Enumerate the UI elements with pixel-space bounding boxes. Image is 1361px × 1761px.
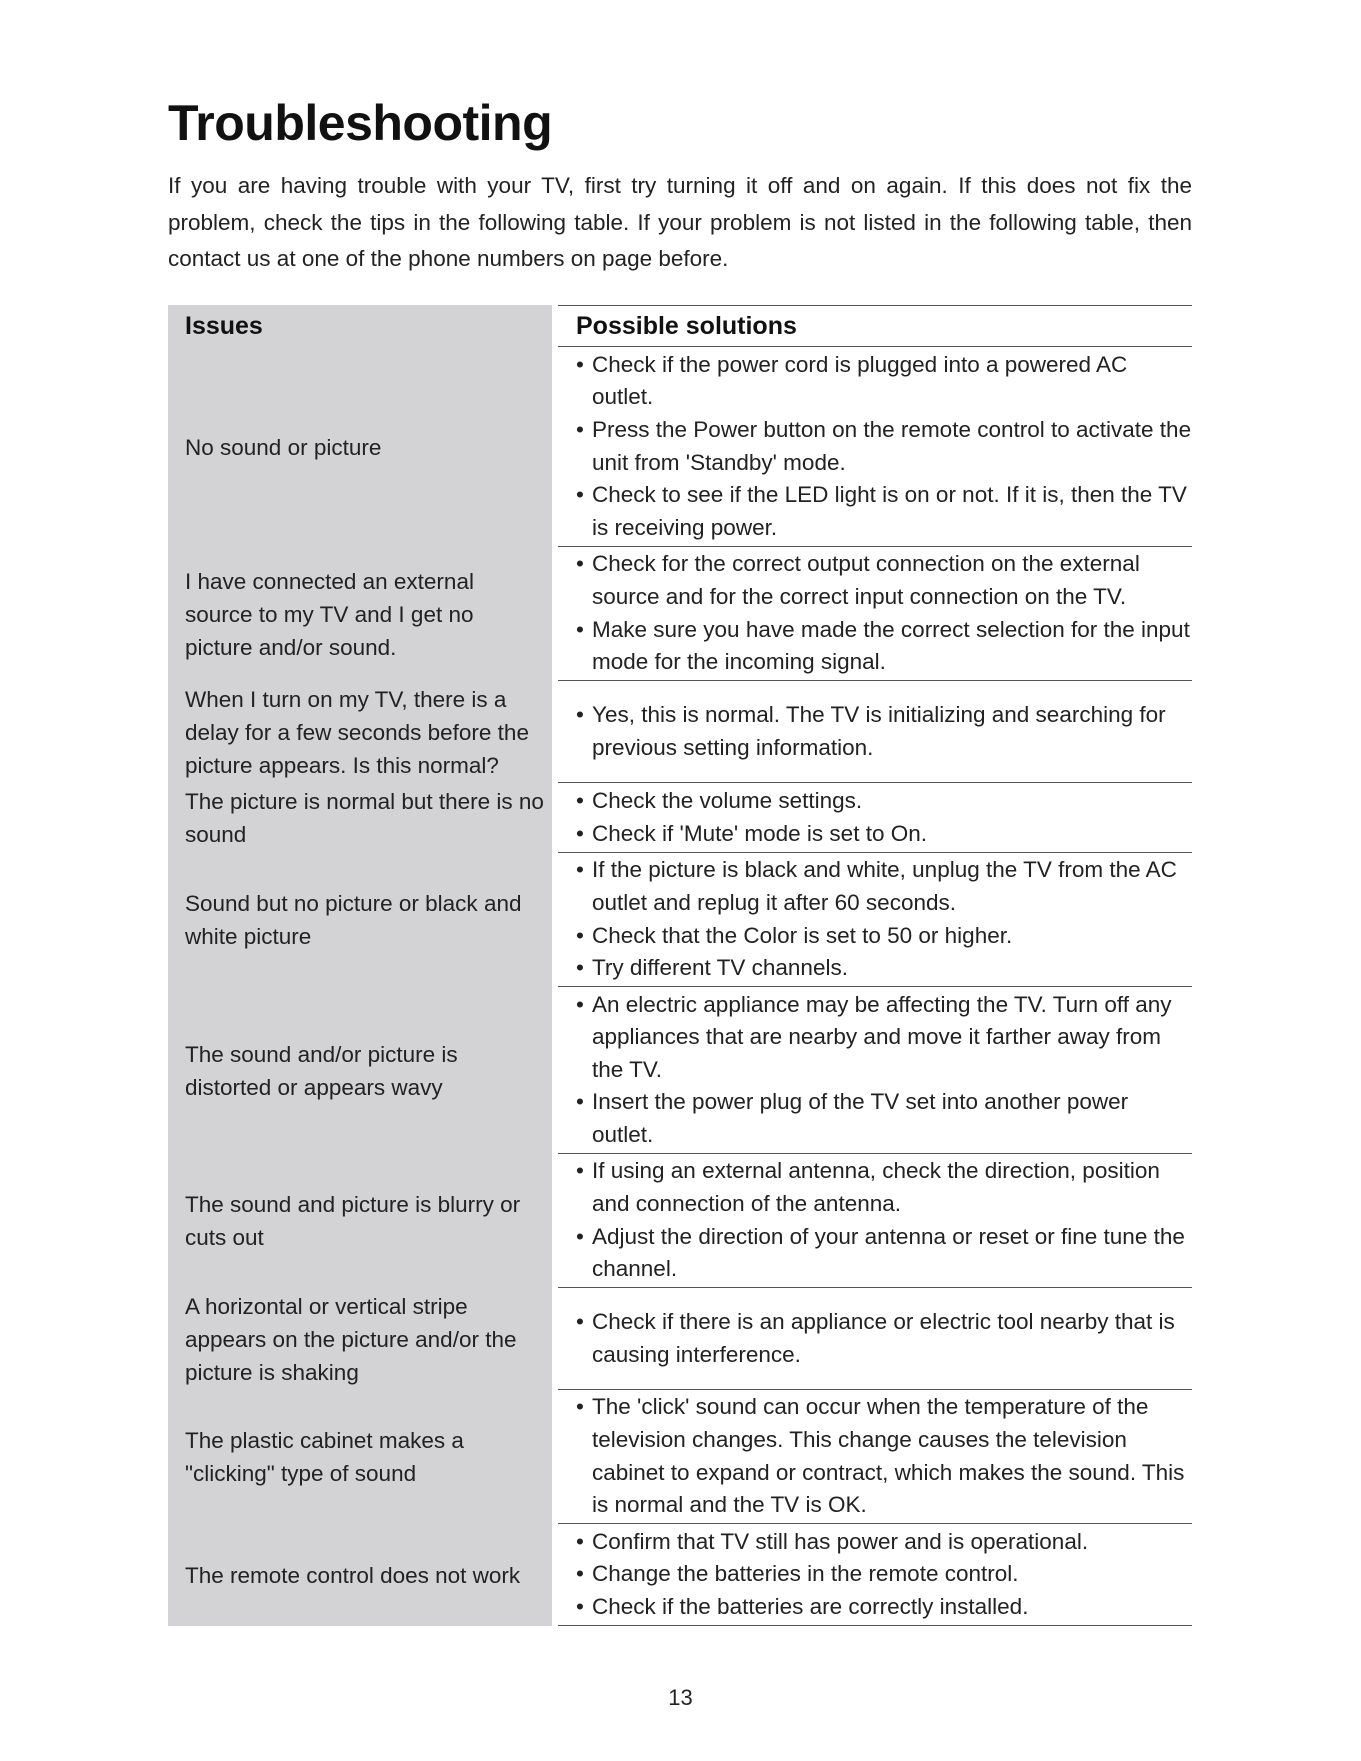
- solutions-cell: [558, 1524, 1192, 1626]
- issue-cell: No sound or picture: [168, 347, 552, 547]
- solution-text: Press the Power button on the remote control to activate the unit from 'Standby' mode.: [592, 416, 1192, 475]
- solutions-cell: [558, 853, 1192, 987]
- solution-text: If the picture is black and white, unplug the TV from the AC outlet and replug it after 60 seconds.: [592, 857, 1177, 915]
- table-row: [168, 783, 1192, 853]
- solutions-cell: [558, 347, 1192, 547]
- bullet-icon: •: [576, 1089, 584, 1115]
- bullet-icon: •: [576, 1158, 584, 1184]
- issue-cell: Sound but no picture or black and white picture: [168, 853, 552, 987]
- bullet-icon: •: [576, 787, 584, 813]
- solution-text: Adjust the direction of your antenna or reset or fine tune the channel.: [592, 1223, 1185, 1282]
- solution-item: [576, 349, 1192, 414]
- solution-item: [576, 1086, 1192, 1151]
- solution-item: [576, 1558, 1192, 1591]
- solution-item: [576, 854, 1192, 919]
- table-row: [168, 547, 1192, 681]
- solution-item: [576, 1221, 1192, 1286]
- solution-item: [576, 785, 1192, 818]
- solution-text: An electric appliance may be affecting the TV. Turn off any appliances that are nearby and move it farther away from the TV.: [592, 991, 1172, 1082]
- bullet-icon: •: [576, 820, 584, 846]
- bullet-icon: •: [576, 1394, 584, 1420]
- table-row: [168, 1390, 1192, 1524]
- solution-text: Try different TV channels.: [592, 955, 848, 981]
- table-row: [168, 681, 1192, 783]
- page-title: Troubleshooting: [168, 95, 553, 151]
- bullet-icon: •: [576, 616, 584, 642]
- solution-item: [576, 479, 1192, 544]
- table-row: [168, 1288, 1192, 1390]
- issue-cell: I have connected an external source to my TV and I get no picture and/or sound.: [168, 547, 552, 681]
- solution-text: Check for the correct output connection on the external source and for the correct input connection on the TV.: [592, 551, 1140, 609]
- solution-text: Check that the Color is set to 50 or higher.: [592, 922, 1013, 948]
- table-row: [168, 347, 1192, 547]
- bullet-icon: •: [576, 1308, 584, 1334]
- solutions-cell: [558, 1390, 1192, 1524]
- solution-text: Yes, this is normal. The TV is initializing and searching for previous setting information.: [592, 701, 1166, 760]
- issue-cell: When I turn on my TV, there is a delay for a few seconds before the picture appears. Is this normal?: [168, 681, 552, 783]
- solutions-cell: [558, 987, 1192, 1154]
- table-row: [168, 987, 1192, 1154]
- bullet-icon: •: [576, 1593, 584, 1619]
- solution-item: [576, 414, 1192, 479]
- table-row: [168, 1154, 1192, 1288]
- header-issues: Issues: [168, 305, 552, 347]
- bullet-icon: •: [576, 482, 584, 508]
- solution-item: [576, 1526, 1192, 1559]
- bullet-icon: •: [576, 922, 584, 948]
- issue-cell: The picture is normal but there is no sound: [168, 783, 552, 853]
- bullet-icon: •: [576, 857, 584, 883]
- solution-text: Change the batteries in the remote control.: [592, 1561, 1019, 1587]
- header-solutions: Possible solutions: [558, 305, 1192, 347]
- table-row: [168, 1524, 1192, 1626]
- bullet-icon: •: [576, 1561, 584, 1587]
- page-number: 13: [668, 1685, 693, 1710]
- solutions-cell: [558, 547, 1192, 681]
- solution-text: Check the volume settings.: [592, 787, 863, 813]
- solution-item: [576, 699, 1192, 764]
- solution-item: [576, 920, 1192, 953]
- solution-item: [576, 548, 1192, 613]
- bullet-icon: •: [576, 351, 584, 377]
- issue-cell: The plastic cabinet makes a "clicking" type of sound: [168, 1390, 552, 1524]
- issue-cell: The remote control does not work: [168, 1524, 552, 1626]
- bullet-icon: •: [576, 551, 584, 577]
- solution-item: [576, 614, 1192, 679]
- solutions-cell: [558, 1154, 1192, 1288]
- solution-text: Check if the power cord is plugged into a powered AC outlet.: [592, 351, 1128, 410]
- solutions-cell: [558, 681, 1192, 783]
- solution-item: [576, 1155, 1192, 1220]
- solution-text: If using an external antenna, check the direction, position and connection of the antenna.: [592, 1158, 1160, 1216]
- solution-text: Make sure you have made the correct selection for the input mode for the incoming signal.: [592, 616, 1190, 675]
- solution-item: [576, 818, 1192, 851]
- solutions-cell: [558, 783, 1192, 853]
- solutions-cell: [558, 1288, 1192, 1390]
- bullet-icon: •: [576, 955, 584, 981]
- bullet-icon: •: [576, 416, 584, 442]
- troubleshooting-table: [168, 305, 1192, 1626]
- issue-cell: The sound and/or picture is distorted or appears wavy: [168, 987, 552, 1154]
- intro-paragraph: If you are having trouble with your TV, first try turning it off and on again. If this does not fix the problem, check the tips in the following table. If your problem is not listed in the following table, then contact us at one of the phone numbers on page before.: [168, 173, 1192, 271]
- solution-item: [576, 989, 1192, 1087]
- solution-text: Confirm that TV still has power and is operational.: [592, 1528, 1089, 1554]
- solution-item: [576, 1591, 1192, 1624]
- bullet-icon: •: [576, 1528, 584, 1554]
- issue-cell: The sound and picture is blurry or cuts out: [168, 1154, 552, 1288]
- solution-text: Insert the power plug of the TV set into another power outlet.: [592, 1089, 1129, 1147]
- solution-item: [576, 1391, 1192, 1521]
- table-body: [168, 347, 1192, 1626]
- bullet-icon: •: [576, 1223, 584, 1249]
- solution-text: Check if 'Mute' mode is set to On.: [592, 820, 927, 846]
- solution-text: The 'click' sound can occur when the temperature of the television changes. This change causes the television cabinet to expand or contract, which makes the sound. This is normal and the TV is OK.: [592, 1394, 1185, 1518]
- solution-item: [576, 952, 1192, 985]
- solution-text: Check if the batteries are correctly installed.: [592, 1593, 1029, 1619]
- bullet-icon: •: [576, 991, 584, 1017]
- table-row: [168, 853, 1192, 987]
- solution-text: Check to see if the LED light is on or not. If it is, then the TV is receiving power.: [592, 482, 1187, 540]
- bullet-icon: •: [576, 701, 584, 727]
- table-header-row: [168, 305, 1192, 347]
- issue-cell: A horizontal or vertical stripe appears on the picture and/or the picture is shaking: [168, 1288, 552, 1390]
- solution-text: Check if there is an appliance or electric tool nearby that is causing interference.: [592, 1308, 1175, 1367]
- solution-item: [576, 1306, 1192, 1371]
